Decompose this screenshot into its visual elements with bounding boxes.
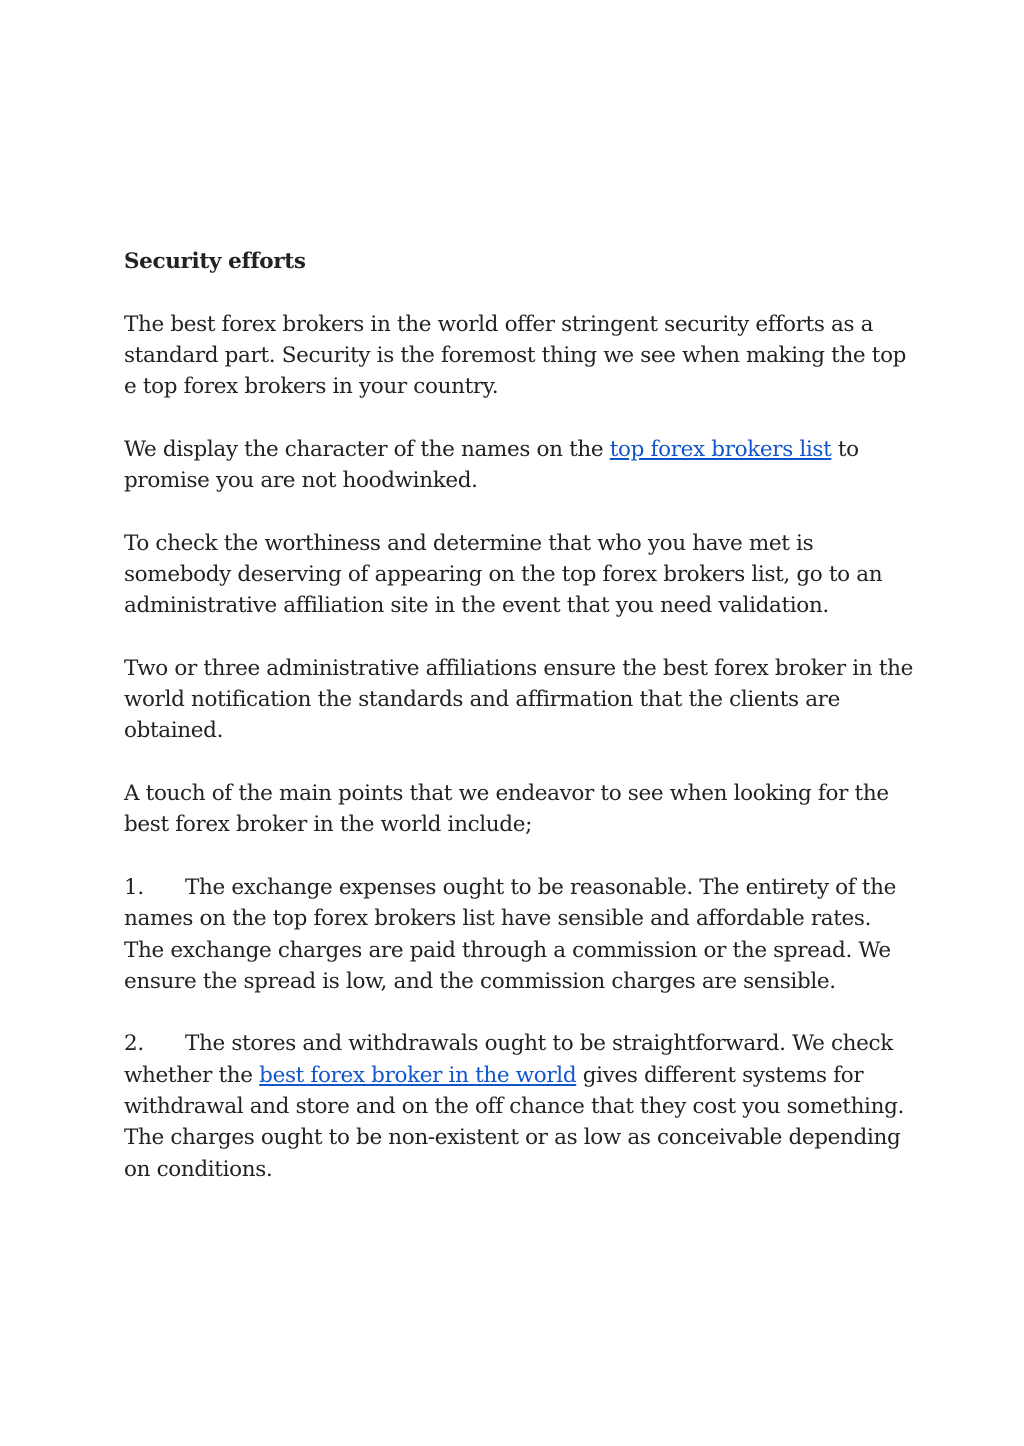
paragraph-display bbox=[124, 434, 914, 497]
section-heading: Security efforts bbox=[124, 249, 306, 274]
list-item-number: 2. bbox=[124, 1031, 144, 1057]
paragraph-intro: The best forex brokers in the world offer stringent security efforts as a standard part. Security is the foremost thing we see when making the top e top forex brokers in your country. bbox=[124, 311, 907, 400]
paragraph-check: To check the worthiness and determine that who you have met is somebody deserving of appearing on the top forex brokers list, go to an administrative affiliation site in the event that you need validation. bbox=[124, 530, 883, 619]
top-forex-brokers-list-link[interactable]: top forex brokers list bbox=[609, 436, 832, 462]
list-item-text: The stores and withdrawals ought to be straightforward. We check whether the bbox=[124, 1031, 893, 1088]
list-item bbox=[124, 872, 914, 997]
list-item-text: The exchange expenses ought to be reasonable. The entirety of the names on the top forex brokers list have sensible and affordable rates. The exchange charges are paid through a commission or the spread. We ensure the spread is low, and the commission charges are sensible. bbox=[124, 874, 897, 994]
best-forex-broker-link[interactable]: best forex broker in the world bbox=[259, 1062, 577, 1088]
paragraph-affiliations: Two or three administrative affiliations ensure the best forex broker in the world notification the standards and affirmation that the clients are obtained. bbox=[124, 655, 913, 744]
list-item-text: gives different systems for withdrawal and store and on the off chance that they cost you something. The charges ought to be non-existent or as low as conceivable depending on conditions. bbox=[124, 1062, 904, 1182]
paragraph-main-points: A touch of the main points that we endeavor to see when looking for the best forex broker in the world include; bbox=[124, 781, 889, 838]
paragraph-text: We display the character of the names on the bbox=[124, 436, 610, 462]
document-body bbox=[124, 246, 914, 1216]
list-item-number: 1. bbox=[124, 874, 144, 900]
paragraph-text: to promise you are not hoodwinked. bbox=[124, 436, 859, 494]
list-item bbox=[124, 1028, 914, 1184]
